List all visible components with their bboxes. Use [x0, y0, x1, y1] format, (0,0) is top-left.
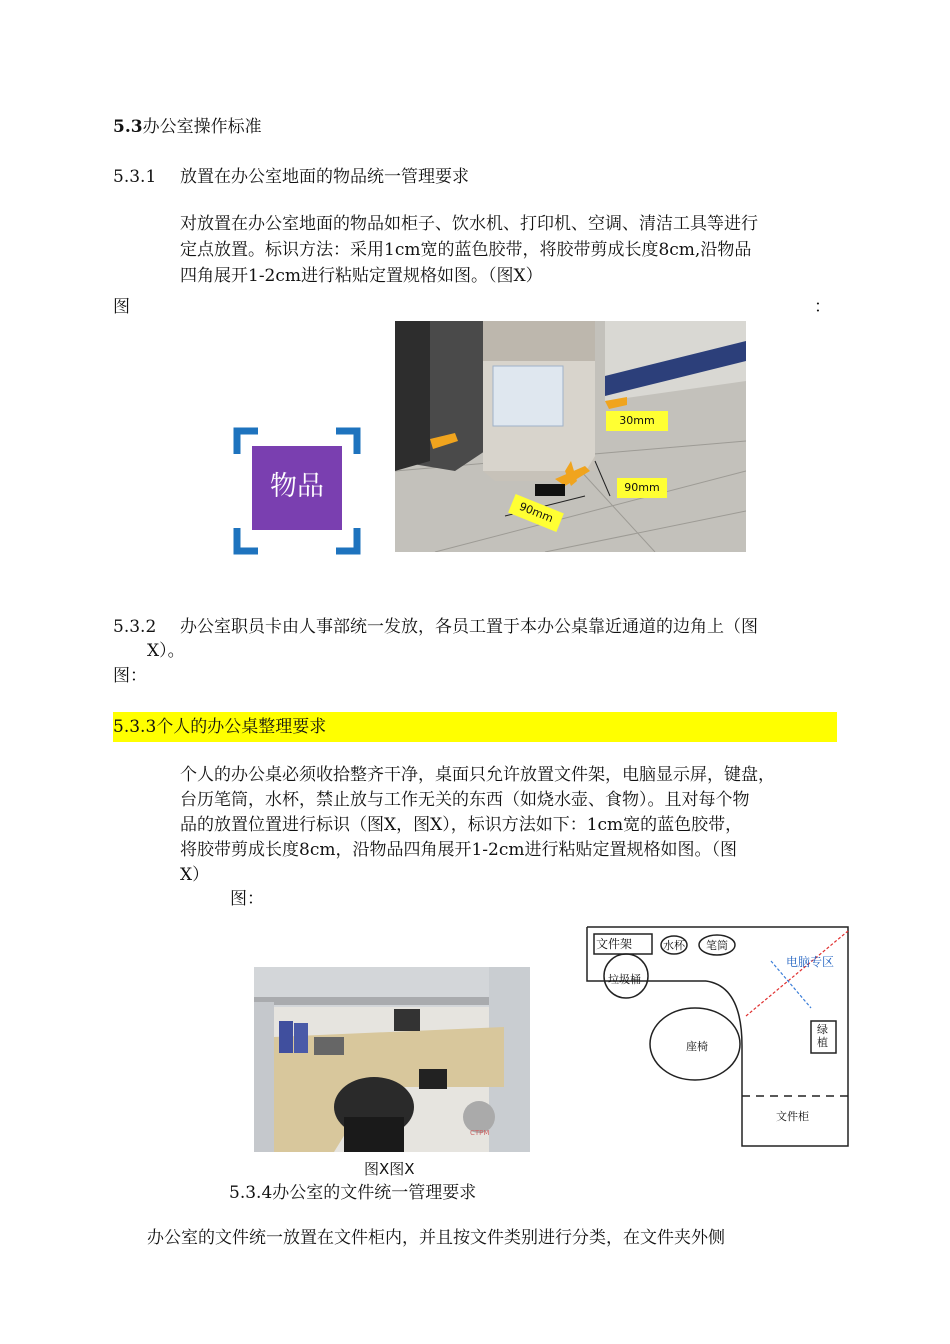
para-5-3-3-line-5: X）	[180, 865, 210, 885]
figure-caption: 图X图X	[364, 1160, 415, 1178]
desk-photo-illustration	[254, 967, 530, 1152]
desk-layout-diagram	[586, 926, 850, 1148]
office-desk-photo	[254, 967, 530, 1152]
para-5-3-1-line-1: 对放置在办公室地面的物品如柜子、饮水机、打印机、空调、清洁工具等进行	[180, 214, 758, 234]
para-5-3-1-line-2: 定点放置。标识方法：采用1cm宽的蓝色胶带，将胶带剪成长度8cm,沿物品	[180, 240, 752, 260]
diagram-plant: 绿植	[817, 1023, 828, 1049]
label-90mm-right: 90mm	[617, 478, 667, 498]
subsection-5-3-2-line-2: X）。	[147, 641, 185, 661]
item-sign-graphic	[230, 424, 364, 558]
figure-colon: ：	[814, 297, 831, 317]
water-dispenser-floor-photo	[395, 321, 746, 552]
floor-photo-illustration	[395, 321, 746, 552]
para-5-3-1-line-3: 四角展开1-2cm进行粘贴定置规格如图。（图X）	[180, 266, 543, 286]
figure-label: 图	[113, 297, 130, 317]
diagram-cup: 水杯	[663, 939, 685, 952]
para-5-3-3-line-2: 台历笔筒，水杯，禁止放与工作无关的东西（如烧水壶、食物）。且对每个物	[180, 790, 750, 810]
section-title: 办公室操作标准	[142, 117, 262, 137]
subsection-5-3-4-line-1: 办公室的文件统一放置在文件柜内，并且按文件类别进行分类，在文件夹外侧	[147, 1228, 725, 1248]
subsection-5-3-3-figure-label: 图：	[230, 889, 264, 909]
diagram-file-rack: 文件架	[596, 937, 633, 951]
subsection-5-3-1-number: 5.3.1	[113, 167, 157, 187]
subsection-5-3-1-title: 放置在办公室地面的物品统一管理要求	[180, 167, 469, 187]
label-90mm-left: 90mm	[508, 494, 564, 532]
subsection-5-3-4-title: 5.3.4办公室的文件统一管理要求	[229, 1183, 477, 1203]
para-5-3-3-line-4: 将胶带剪成长度8cm，沿物品四角展开1-2cm进行粘贴定置规格如图。（图	[180, 840, 737, 860]
subsection-5-3-2-number: 5.3.2	[113, 617, 157, 637]
subsection-5-3-2-figure-label: 图：	[113, 666, 147, 686]
subsection-5-3-2-line-1: 办公室职员卡由人事部统一发放，各员工置于本办公桌靠近通道的边角上（图	[180, 617, 758, 637]
section-5-3-heading	[113, 116, 262, 138]
diagram-trash: 垃圾桶	[608, 973, 641, 986]
label-30mm: 30mm	[606, 411, 668, 431]
subsection-5-3-3-title: 5.3.3个人的办公桌整理要求	[113, 717, 327, 737]
photo-watermark: CTPM	[470, 1129, 490, 1137]
diagram-pen-holder: 笔筒	[706, 939, 728, 952]
diagram-cabinet: 文件柜	[776, 1110, 809, 1123]
para-5-3-3-line-1: 个人的办公桌必须收拾整齐干净，桌面只允许放置文件架，电脑显示屏，键盘，	[180, 765, 775, 785]
item-sign-text: 物品	[270, 471, 324, 502]
section-number: 5.3	[113, 117, 143, 137]
para-5-3-3-line-3: 品的放置位置进行标识（图X，图X），标识方法如下：1cm宽的蓝色胶带，	[180, 815, 743, 835]
diagram-computer-zone: 电脑专区	[786, 955, 835, 969]
diagram-seat: 座椅	[686, 1040, 708, 1053]
